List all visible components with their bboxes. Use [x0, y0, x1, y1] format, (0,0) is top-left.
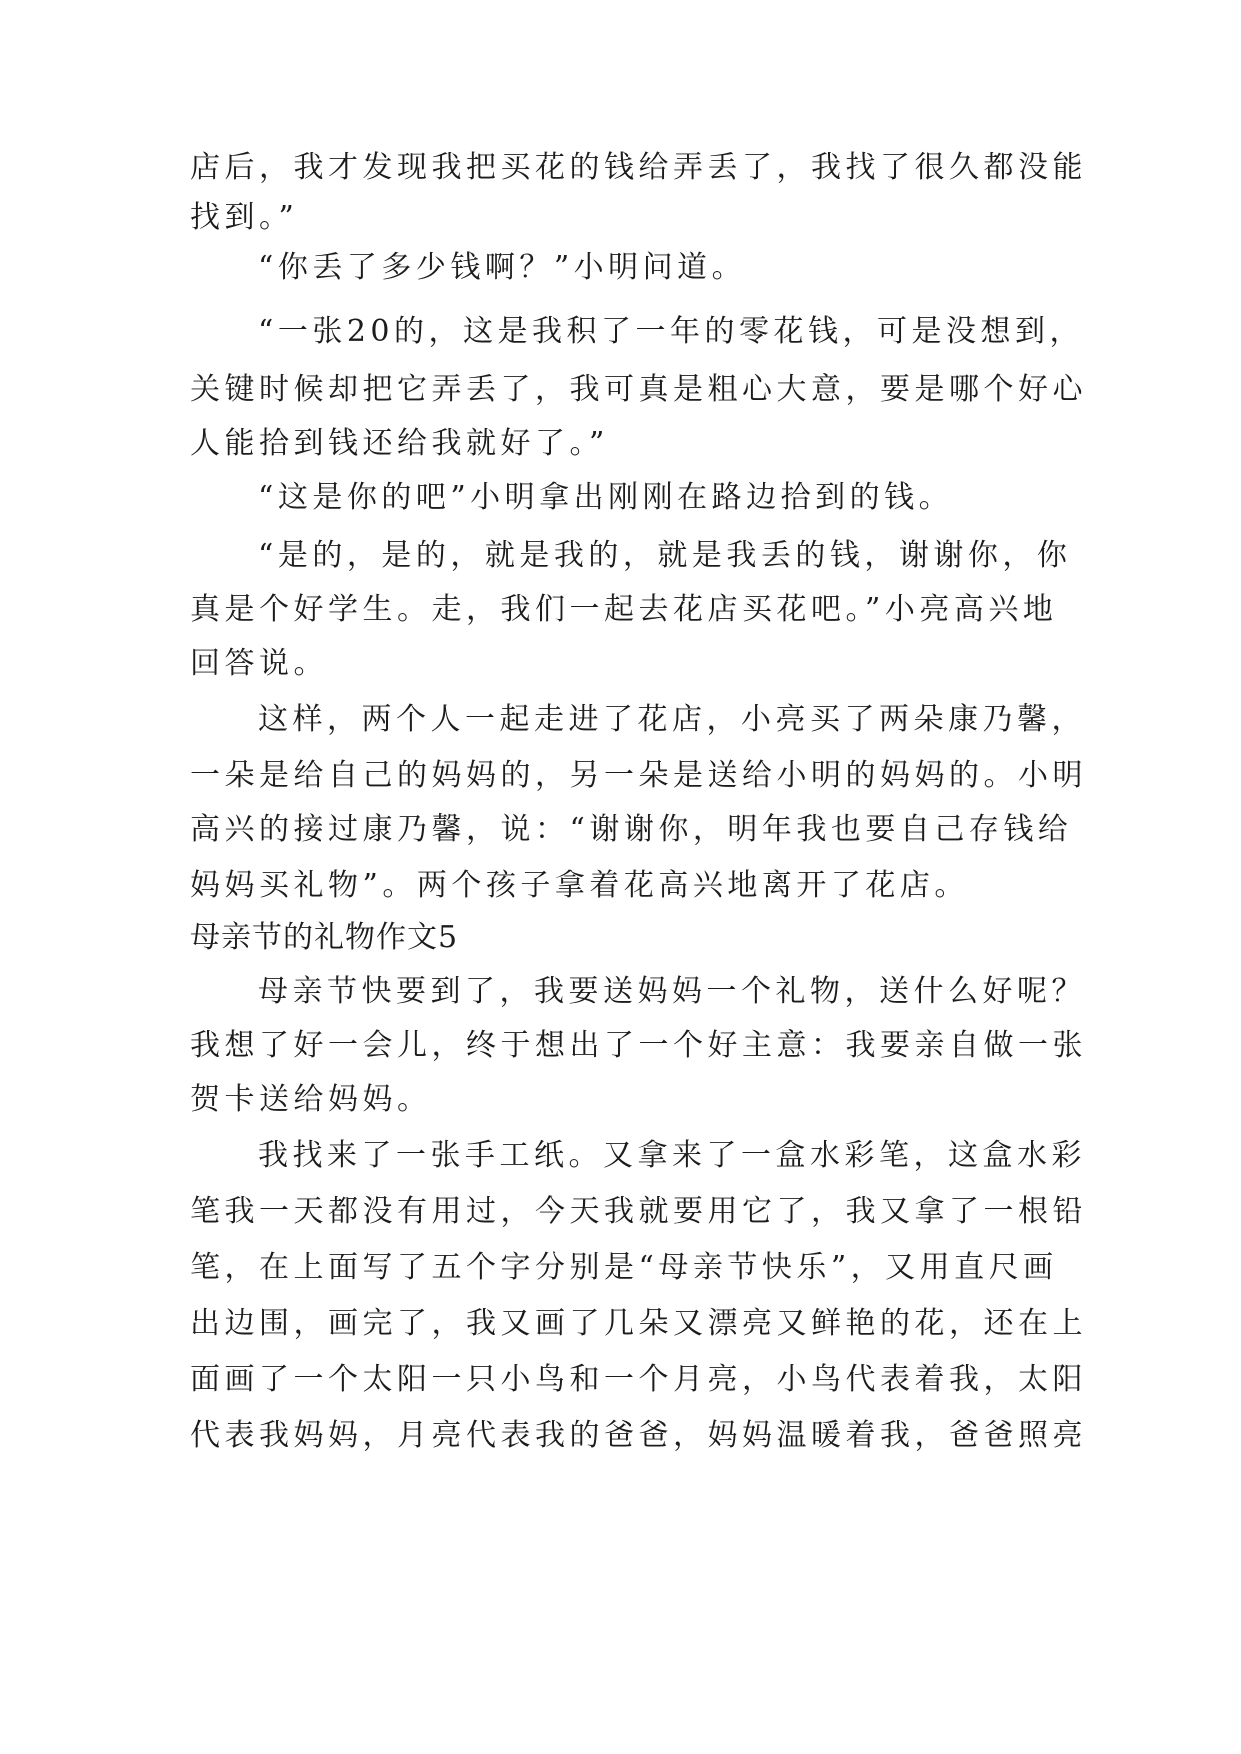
- paragraph-line: 出边围，画完了，我又画了几朵又漂亮又鲜艳的花，还在上: [190, 1306, 1087, 1341]
- paragraph-line: 贺卡送给妈妈。: [190, 1082, 432, 1117]
- paragraph-line: 我想了好一会儿，终于想出了一个好主意：我要亲自做一张: [190, 1028, 1087, 1063]
- paragraph-line: 代表我妈妈，月亮代表我的爸爸，妈妈温暖着我，爸爸照亮: [190, 1418, 1087, 1453]
- paragraph-line: 回答说。: [190, 646, 328, 681]
- paragraph-line: 人能拾到钱还给我就好了。”: [190, 426, 609, 461]
- dialogue-line: “这是你的吧”小明拿出刚刚在路边拾到的钱。: [258, 480, 954, 515]
- paragraph-line: 真是个好学生。走，我们一起去花店买花吧。”小亮高兴地: [190, 592, 1058, 627]
- section-heading: 母亲节的礼物作文5: [190, 920, 459, 955]
- paragraph-line: 一朵是给自己的妈妈的，另一朵是送给小明的妈妈的。小明: [190, 758, 1087, 793]
- paragraph-line: 这样，两个人一起走进了花店，小亮买了两朵康乃馨，: [258, 702, 1086, 737]
- dialogue-line: “你丢了多少钱啊？”小明问道。: [258, 250, 747, 285]
- paragraph-line: 店后，我才发现我把买花的钱给弄丢了，我找了很久都没能: [190, 150, 1087, 185]
- paragraph-line: 关键时候却把它弄丢了，我可真是粗心大意，要是哪个好心: [190, 372, 1087, 407]
- paragraph-line: 找到。”: [190, 200, 299, 235]
- paragraph-line: 笔，在上面写了五个字分别是“母亲节快乐”，又用直尺画: [190, 1250, 1058, 1285]
- paragraph-line: 笔我一天都没有用过，今天我就要用它了，我又拿了一根铅: [190, 1194, 1087, 1229]
- paragraph-line: 面画了一个太阳一只小鸟和一个月亮，小鸟代表着我，太阳: [190, 1362, 1087, 1397]
- dialogue-line: “是的，是的，就是我的，就是我丢的钱，谢谢你，你: [258, 538, 1072, 573]
- paragraph-line: 我找来了一张手工纸。又拿来了一盒水彩笔，这盒水彩: [258, 1138, 1086, 1173]
- paragraph-line: 妈妈买礼物”。两个孩子拿着花高兴地离开了花店。: [190, 868, 969, 903]
- paragraph-line: 母亲节快要到了，我要送妈妈一个礼物，送什么好呢？: [258, 974, 1086, 1009]
- paragraph-line: 高兴的接过康乃馨，说：“谢谢你，明年我也要自己存钱给: [190, 812, 1073, 847]
- dialogue-line: “一张20的，这是我积了一年的零花钱，可是没想到，: [258, 314, 1085, 349]
